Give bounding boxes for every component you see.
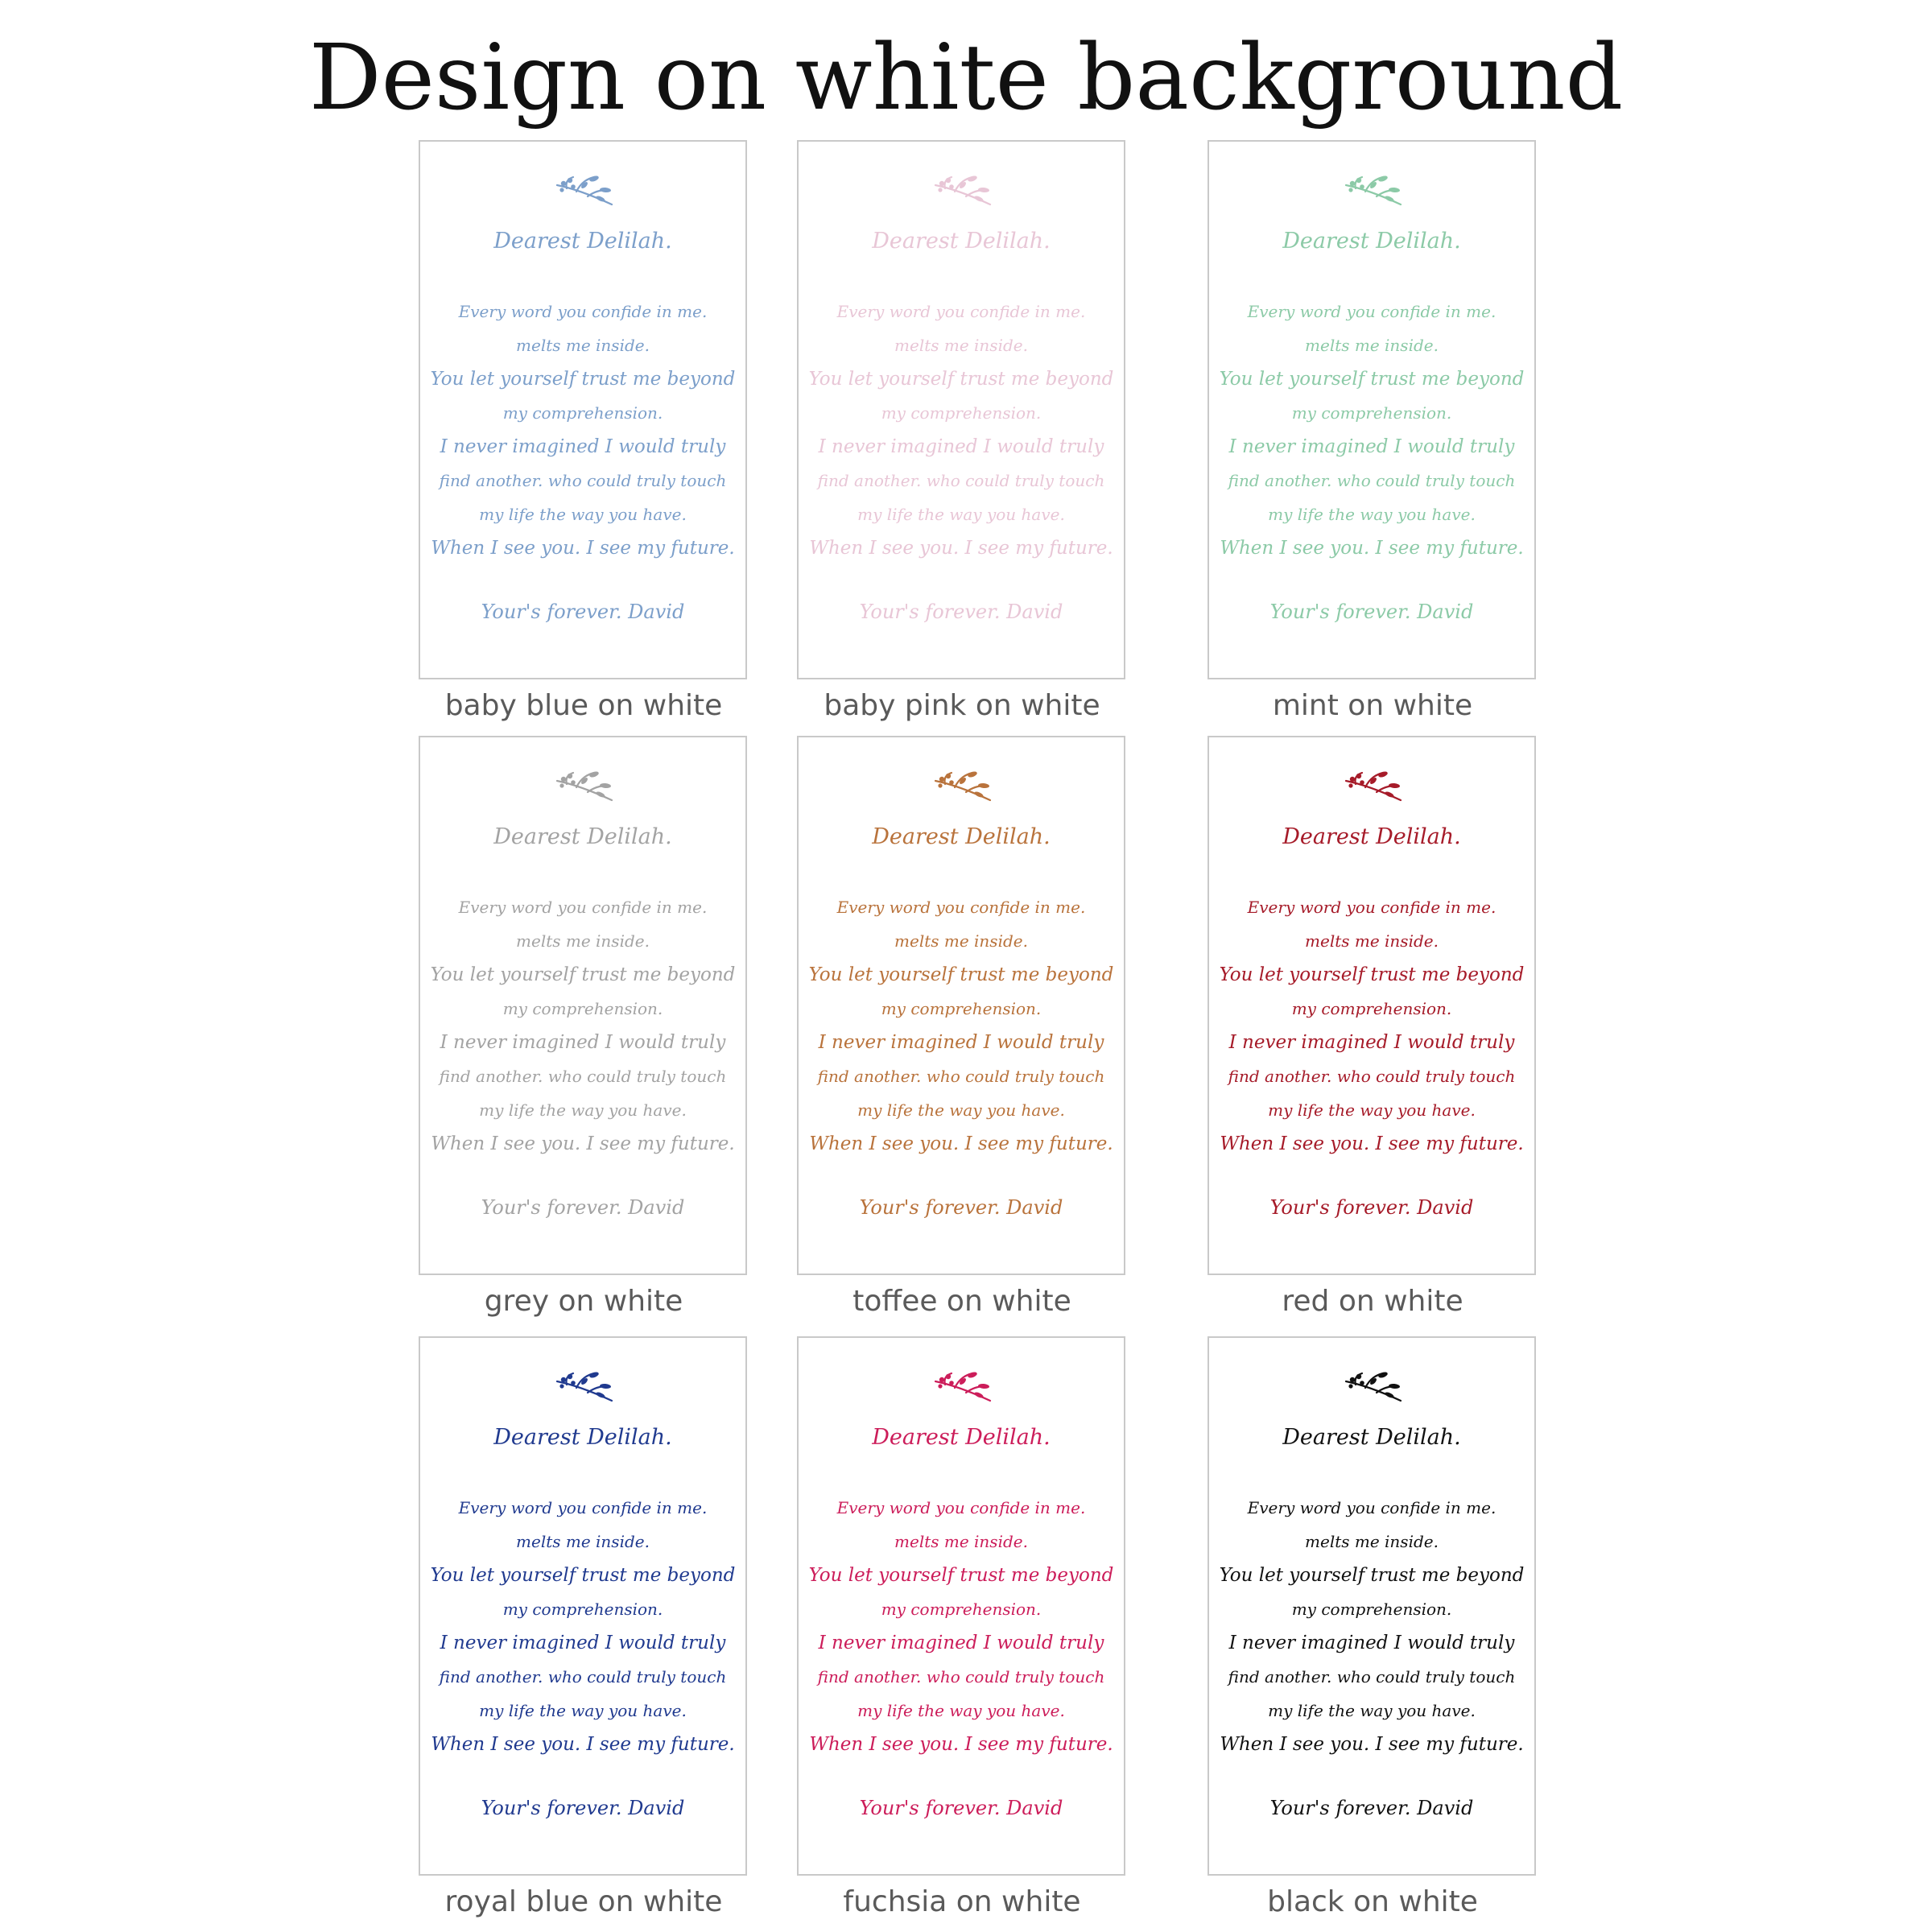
letter-line: Every word you confide in me.: [836, 898, 1086, 917]
letter-line: I never imagined I would truly: [818, 1032, 1104, 1053]
sprig-icon: [1341, 1370, 1406, 1406]
letter-line: my life the way you have.: [1268, 1701, 1476, 1720]
variant-caption: royal blue on white: [444, 1885, 723, 1918]
letter-signoff: Your's forever. David: [859, 601, 1063, 623]
letter-line: When I see you. I see my future.: [809, 1133, 1113, 1154]
letter-body: [420, 295, 745, 565]
letter-body: [799, 890, 1124, 1161]
variant-caption: baby pink on white: [824, 689, 1100, 722]
sprig-icon: [1341, 770, 1406, 805]
letter-line: Every word you confide in me.: [458, 302, 708, 321]
letter-line: You let yourself trust me beyond: [430, 964, 736, 985]
letter-line: Every word you confide in me.: [458, 898, 708, 917]
letter-line: You let yourself trust me beyond: [430, 369, 736, 390]
letter-line: find another. who could truly touch: [817, 1667, 1105, 1686]
letter-line: my comprehension.: [1291, 1600, 1452, 1619]
sprig-icon: [552, 770, 617, 805]
letter-signoff: Your's forever. David: [1269, 601, 1474, 623]
letter-line: find another. who could truly touch: [439, 1067, 727, 1086]
letter-signoff: Your's forever. David: [481, 1797, 685, 1819]
letter-line: I never imagined I would truly: [1228, 436, 1515, 457]
letter-line: my life the way you have.: [479, 1701, 687, 1720]
letter-body: [420, 1491, 745, 1761]
letter-line: my comprehension.: [1291, 999, 1452, 1018]
letter-greeting: Dearest Delilah.: [1282, 1425, 1461, 1450]
letter-line: find another. who could truly touch: [439, 1667, 727, 1686]
letter-line: I never imagined I would truly: [440, 1633, 726, 1653]
letter-line: When I see you. I see my future.: [431, 1734, 735, 1755]
letter-line: melts me inside.: [894, 1532, 1028, 1551]
letter-line: my comprehension.: [881, 1600, 1042, 1619]
letter-line: Every word you confide in me.: [836, 302, 1086, 321]
letter-signoff: Your's forever. David: [859, 1797, 1063, 1819]
letter-body: [799, 295, 1124, 565]
letter-card: [1208, 140, 1536, 679]
sprig-icon: [931, 1370, 995, 1406]
variant-caption: red on white: [1282, 1285, 1463, 1318]
sprig-icon: [931, 174, 995, 209]
letter-line: You let yourself trust me beyond: [430, 1565, 736, 1586]
variant-caption: grey on white: [484, 1285, 683, 1318]
letter-line: You let yourself trust me beyond: [1219, 369, 1525, 390]
sprig-icon: [931, 770, 995, 805]
letter-signoff: Your's forever. David: [1269, 1797, 1474, 1819]
letter-card: [419, 140, 747, 679]
letter-line: I never imagined I would truly: [1228, 1633, 1515, 1653]
page-title: Design on white background: [308, 26, 1624, 130]
letter-line: I never imagined I would truly: [818, 436, 1104, 457]
letter-card: [797, 736, 1125, 1275]
letter-greeting: Dearest Delilah.: [493, 229, 672, 254]
letter-greeting: Dearest Delilah.: [872, 229, 1051, 254]
letter-greeting: Dearest Delilah.: [872, 1425, 1051, 1450]
letter-line: find another. who could truly touch: [817, 471, 1105, 490]
letter-signoff: Your's forever. David: [859, 1196, 1063, 1219]
letter-line: find another. who could truly touch: [439, 471, 727, 490]
variant-caption: mint on white: [1272, 689, 1473, 722]
letter-line: my life the way you have.: [857, 1100, 1065, 1120]
letter-line: melts me inside.: [894, 931, 1028, 951]
letter-line: melts me inside.: [1305, 336, 1439, 355]
letter-card: [1208, 1336, 1536, 1876]
letter-card: [419, 1336, 747, 1876]
letter-body: [1209, 890, 1534, 1161]
letter-greeting: Dearest Delilah.: [1282, 824, 1461, 849]
letter-line: melts me inside.: [1305, 931, 1439, 951]
sprig-icon: [552, 1370, 617, 1406]
letter-line: When I see you. I see my future.: [1220, 1734, 1524, 1755]
letter-line: Every word you confide in me.: [836, 1498, 1086, 1517]
letter-line: my comprehension.: [502, 1600, 663, 1619]
letter-line: I never imagined I would truly: [440, 436, 726, 457]
letter-line: I never imagined I would truly: [1228, 1032, 1515, 1053]
letter-line: my comprehension.: [881, 403, 1042, 423]
letter-card: [1208, 736, 1536, 1275]
letter-greeting: Dearest Delilah.: [493, 1425, 672, 1450]
letter-line: You let yourself trust me beyond: [1219, 964, 1525, 985]
letter-line: When I see you. I see my future.: [431, 538, 735, 559]
sprig-icon: [552, 174, 617, 209]
letter-line: my comprehension.: [881, 999, 1042, 1018]
letter-card: [419, 736, 747, 1275]
letter-line: You let yourself trust me beyond: [808, 1565, 1114, 1586]
letter-line: melts me inside.: [516, 1532, 650, 1551]
letter-greeting: Dearest Delilah.: [1282, 229, 1461, 254]
letter-line: melts me inside.: [516, 336, 650, 355]
letter-body: [1209, 1491, 1534, 1761]
letter-line: my life the way you have.: [1268, 505, 1476, 524]
letter-line: my life the way you have.: [479, 1100, 687, 1120]
letter-greeting: Dearest Delilah.: [872, 824, 1051, 849]
letter-card: [797, 140, 1125, 679]
letter-line: find another. who could truly touch: [1228, 1067, 1516, 1086]
letter-line: When I see you. I see my future.: [809, 538, 1113, 559]
letter-body: [799, 1491, 1124, 1761]
variant-caption: fuchsia on white: [843, 1885, 1081, 1918]
letter-line: find another. who could truly touch: [1228, 471, 1516, 490]
letter-line: I never imagined I would truly: [818, 1633, 1104, 1653]
letter-line: melts me inside.: [1305, 1532, 1439, 1551]
letter-line: my life the way you have.: [1268, 1100, 1476, 1120]
letter-line: Every word you confide in me.: [458, 1498, 708, 1517]
letter-line: my comprehension.: [502, 999, 663, 1018]
letter-signoff: Your's forever. David: [481, 1196, 685, 1219]
letter-line: You let yourself trust me beyond: [808, 369, 1114, 390]
letter-line: You let yourself trust me beyond: [1219, 1565, 1525, 1586]
letter-line: find another. who could truly touch: [817, 1067, 1105, 1086]
letter-body: [420, 890, 745, 1161]
letter-signoff: Your's forever. David: [481, 601, 685, 623]
letter-line: You let yourself trust me beyond: [808, 964, 1114, 985]
letter-line: melts me inside.: [516, 931, 650, 951]
letter-card: [797, 1336, 1125, 1876]
letter-line: Every word you confide in me.: [1247, 302, 1496, 321]
letter-greeting: Dearest Delilah.: [493, 824, 672, 849]
sprig-icon: [1341, 174, 1406, 209]
letter-line: my life the way you have.: [857, 505, 1065, 524]
letter-line: my life the way you have.: [479, 505, 687, 524]
letter-signoff: Your's forever. David: [1269, 1196, 1474, 1219]
letter-line: my comprehension.: [502, 403, 663, 423]
variant-caption: toffee on white: [852, 1285, 1071, 1318]
letter-line: Every word you confide in me.: [1247, 898, 1496, 917]
variant-caption: black on white: [1267, 1885, 1478, 1918]
variant-caption: baby blue on white: [444, 689, 723, 722]
letter-line: my life the way you have.: [857, 1701, 1065, 1720]
letter-body: [1209, 295, 1534, 565]
letter-line: When I see you. I see my future.: [1220, 538, 1524, 559]
letter-line: Every word you confide in me.: [1247, 1498, 1496, 1517]
letter-line: melts me inside.: [894, 336, 1028, 355]
letter-line: I never imagined I would truly: [440, 1032, 726, 1053]
letter-line: When I see you. I see my future.: [809, 1734, 1113, 1755]
letter-line: find another. who could truly touch: [1228, 1667, 1516, 1686]
letter-line: When I see you. I see my future.: [431, 1133, 735, 1154]
letter-line: When I see you. I see my future.: [1220, 1133, 1524, 1154]
letter-line: my comprehension.: [1291, 403, 1452, 423]
